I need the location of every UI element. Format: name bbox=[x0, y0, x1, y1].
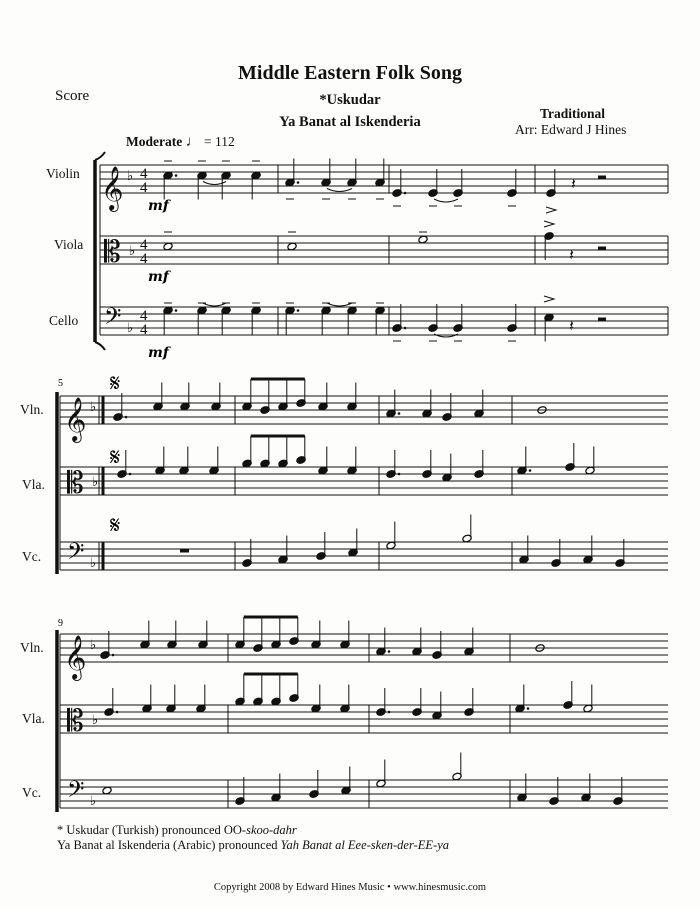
instrument-label-cello: Cello bbox=[49, 313, 79, 328]
time-signature-numerator: 4 bbox=[140, 237, 148, 253]
subtitle-uskudar: *Uskudar bbox=[319, 92, 381, 108]
augmentation-dot bbox=[125, 416, 128, 419]
footnote-line1: * Uskudar (Turkish) pronounced OO- bbox=[57, 823, 247, 837]
piece-title: Middle Eastern Folk Song bbox=[238, 62, 462, 84]
instrument-label-viola: Viola bbox=[54, 237, 84, 252]
composer-traditional: Traditional bbox=[540, 106, 606, 121]
notehead bbox=[260, 406, 270, 415]
key-signature-flat: ♭ bbox=[92, 713, 99, 728]
half-rest bbox=[598, 318, 606, 322]
augmentation-dot bbox=[116, 711, 119, 714]
time-signature-denominator: 4 bbox=[140, 180, 148, 196]
footnote-line1-italic: skoo-dahr bbox=[246, 823, 297, 837]
quarter-rest: 𝄽 bbox=[569, 245, 574, 264]
dynamic-mf-cello: mf bbox=[148, 345, 169, 361]
accent-mark bbox=[546, 207, 556, 213]
tie bbox=[327, 189, 352, 192]
instrument-label-vc-3: Vc. bbox=[22, 785, 42, 800]
time-signature-numerator: 4 bbox=[140, 166, 148, 182]
key-signature-flat: ♭ bbox=[92, 475, 99, 490]
notehead bbox=[289, 637, 299, 646]
bass-clef-icon: 𝄢 bbox=[67, 777, 85, 808]
notehead bbox=[296, 399, 306, 408]
alto-clef-icon: 𝄡 bbox=[67, 704, 84, 739]
instrument-label-vla-2: Vla. bbox=[22, 477, 45, 492]
augmentation-dot bbox=[297, 309, 300, 312]
tie bbox=[434, 199, 458, 202]
segno-icon-violin: 𝄋 bbox=[110, 369, 121, 397]
pronunciation-footnote bbox=[57, 823, 449, 853]
tempo-bpm: = 112 bbox=[203, 134, 235, 149]
key-signature-flat: ♭ bbox=[90, 794, 97, 809]
bass-clef-icon: 𝄢 bbox=[67, 539, 85, 570]
footnote-line2-italic: Yah Banat al Eee-sken-der-EE-ya bbox=[280, 838, 449, 852]
treble-clef-icon: 𝄞 bbox=[64, 397, 87, 441]
quarter-rest: 𝄽 bbox=[569, 316, 574, 335]
augmentation-dot bbox=[527, 707, 530, 710]
quarter-note-icon: ♩ bbox=[185, 134, 201, 150]
treble-clef-icon: 𝄞 bbox=[64, 635, 87, 679]
alto-clef-icon: 𝄡 bbox=[67, 466, 84, 501]
augmentation-dot bbox=[388, 711, 391, 714]
instrument-label-vla-3: Vla. bbox=[22, 711, 45, 726]
accent-mark bbox=[544, 221, 554, 227]
measure-number-5: 5 bbox=[58, 378, 63, 389]
segno-icon-viola: 𝄋 bbox=[110, 443, 121, 471]
augmentation-dot bbox=[388, 650, 391, 653]
quarter-rest: 𝄽 bbox=[571, 174, 576, 193]
notehead bbox=[289, 694, 299, 703]
footnote-line2: Ya Banat al Iskenderia (Arabic) pronounced bbox=[57, 838, 281, 852]
accent-mark bbox=[544, 296, 554, 302]
time-signature-denominator: 4 bbox=[140, 251, 148, 267]
tempo-word: Moderate bbox=[126, 134, 183, 149]
time-signature-denominator: 4 bbox=[140, 322, 148, 338]
key-signature-flat: ♭ bbox=[90, 556, 97, 571]
dynamic-mf-violin: mf bbox=[148, 198, 169, 214]
copyright-notice: Copyright 2008 by Edward Hines Music • www.hinesmusic.com bbox=[213, 882, 487, 893]
treble-clef-icon: 𝄞 bbox=[101, 166, 124, 210]
instrument-label-violin: Violin bbox=[46, 166, 80, 181]
key-signature-flat: ♭ bbox=[90, 400, 97, 415]
whole-rest bbox=[180, 549, 189, 553]
augmentation-dot bbox=[404, 192, 407, 195]
time-signature-numerator: 4 bbox=[140, 308, 148, 324]
key-signature-flat: ♭ bbox=[127, 169, 134, 184]
alto-clef-icon: 𝄡 bbox=[104, 235, 121, 270]
augmentation-dot bbox=[129, 473, 132, 476]
augmentation-dot bbox=[529, 469, 532, 472]
half-rest bbox=[598, 247, 606, 251]
measure-number-9: 9 bbox=[58, 618, 63, 629]
notehead bbox=[253, 644, 263, 653]
key-signature-flat: ♭ bbox=[127, 321, 134, 336]
instrument-label-vln-2: Vln. bbox=[20, 402, 44, 417]
augmentation-dot bbox=[175, 174, 178, 177]
instrument-label-vln-3: Vln. bbox=[20, 640, 44, 655]
dynamic-mf-viola: mf bbox=[148, 269, 169, 285]
bass-clef-icon: 𝄢 bbox=[104, 304, 122, 335]
subtitle-ya-banat: Ya Banat al Iskenderia bbox=[279, 114, 421, 130]
segno-icon-cello: 𝄋 bbox=[110, 511, 121, 539]
instrument-label-vc-2: Vc. bbox=[22, 549, 42, 564]
augmentation-dot bbox=[297, 181, 300, 184]
augmentation-dot bbox=[404, 327, 407, 330]
augmentation-dot bbox=[398, 412, 401, 415]
augmentation-dot bbox=[112, 654, 115, 657]
key-signature-flat: ♭ bbox=[129, 244, 136, 259]
notehead bbox=[296, 456, 306, 465]
half-rest bbox=[598, 176, 606, 180]
augmentation-dot bbox=[398, 473, 401, 476]
key-signature-flat: ♭ bbox=[90, 638, 97, 653]
arranger-credit: Arr: Edward J Hines bbox=[515, 122, 627, 137]
score-label: Score bbox=[55, 88, 90, 104]
augmentation-dot bbox=[175, 309, 178, 312]
